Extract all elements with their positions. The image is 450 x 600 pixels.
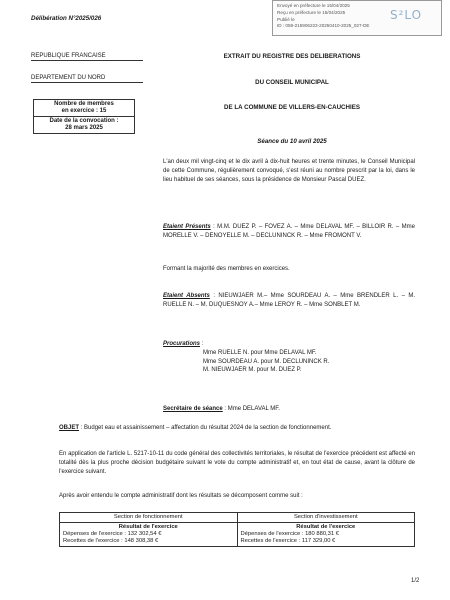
stamp-line-received: Reçu en préfecture le 15/04/2025	[277, 9, 346, 15]
majorite-paragraph: Formant la majorité des membres en exercices.	[163, 266, 290, 272]
absents-label: Etaient Absents	[163, 293, 210, 299]
presents-label: Etaient Présents	[163, 224, 211, 230]
members-value: en exercice : 15	[61, 108, 107, 114]
slo-logo: S²LO	[390, 8, 423, 22]
convocation-value: 28 mars 2025	[65, 125, 103, 131]
header-commune: DE LA COMMUNE DE VILLERS-EN-CAUCHIES	[224, 104, 360, 111]
procuration-item: Mme SOURDEAU A. pour M. DECLUNINCK R.	[203, 358, 330, 365]
objet-label: OBJET	[59, 425, 80, 431]
intro-paragraph: L'an deux mil vingt-cinq et le dix avril à dix-huit heures et trente minutes, le Conseil Municipal de cette Commune, régulièrement convoqué, s'est réuni au nombre prescrit par la loi, dans le lieu habituel de ses séances, sous la présidence de Monsieur Pascal DUEZ.	[163, 159, 415, 183]
procurations-label: Procurations	[163, 341, 201, 347]
secretaire-paragraph	[163, 405, 415, 414]
members-label: Nombre de membres	[54, 101, 114, 107]
convocation-cell	[34, 116, 134, 133]
members-cell	[34, 100, 134, 116]
departement-label: DEPARTEMENT DU NORD	[31, 75, 106, 81]
absents-text: : NIEUWJAER M.– Mme SOURDEAU A. – Mme BRENDLER L. – M. RUELLE N. – M. DUQUESNOY A.– Mme LEROY R. – Mme SONBLET M.	[163, 293, 415, 308]
deliberation-number: Délibération N°2025/026	[31, 15, 102, 22]
fonct-header: Section de fonctionnement	[60, 513, 238, 523]
secretaire-text: : Mme DELAVAL MF.	[222, 406, 280, 412]
divider	[31, 82, 143, 83]
presents-text: : M.M. DUEZ P. – FOVEZ A. – Mme DELAVAL MF. – BILLOIR R. – Mme MORELLE V. – DENOYELLE M. – DECLUNINCK R. – Mme FROMONT V.	[163, 224, 415, 239]
absents-paragraph	[163, 292, 415, 310]
seance-date: Séance du 10 avril 2025	[257, 138, 327, 145]
stamp-line-sent: Envoyé en préfecture le 15/04/2025	[277, 3, 350, 8]
fonct-depenses: Dépenses de l'exercice : 132 302,54 €	[63, 531, 162, 537]
table-row	[60, 513, 415, 523]
table-row	[60, 523, 415, 547]
secretaire-label: Secrétaire de séance	[163, 406, 223, 412]
objet-paragraph	[59, 424, 415, 433]
fonct-cell	[60, 523, 238, 547]
stamp-line-id: ID : 059-215906223-20250410-2025_027-DE	[277, 23, 370, 29]
results-table	[59, 512, 415, 547]
header-registre: EXTRAIT DU REGISTRE DES DELIBERATIONS	[223, 53, 361, 60]
fonct-recettes: Recettes de l'exercice : 148 308,38 €	[63, 538, 159, 544]
invest-header: Section d'investissement	[237, 513, 415, 523]
invest-result-label: Résultat de l'exercice	[296, 524, 356, 530]
stamp-line-published: Publié le	[277, 16, 295, 22]
republique-label: REPUBLIQUE FRANCAISE	[31, 53, 106, 59]
invest-cell	[237, 523, 415, 547]
apres-paragraph: Après avoir entendu le compte administratif dont les résultats se décomposent comme suit :	[59, 493, 303, 499]
objet-text: : Budget eau et assainissement – affectation du résultat 2024 de la section de fonctionnement.	[79, 425, 332, 431]
page-number: 1/2	[411, 578, 420, 584]
invest-depenses: Dépenses de l'exercice : 180 880,31 €	[240, 531, 339, 537]
header-conseil: DU CONSEIL MUNICIPAL	[255, 79, 329, 86]
invest-recettes: Recettes de l'exercice : 117 329,00 €	[240, 538, 336, 544]
divider	[31, 60, 143, 61]
application-paragraph: En application de l'article L. 5217-10-11 du code général des collectivités territoriales, le résultat de l'exercice précédent est affecté en totalité dès la plus proche décision budgétaire suivant le vote du compte administratif et, en tout état de cause, avant la clôture de l'exercice suivant.	[59, 451, 415, 475]
procuration-item: Mme RUELLE N. pour Mme DELAVAL MF.	[203, 349, 317, 356]
fonct-result-label: Résultat de l'exercice	[118, 524, 178, 530]
members-convocation-box	[33, 99, 135, 134]
presents-paragraph	[163, 223, 415, 241]
convocation-label: Date de la convocation :	[49, 118, 119, 124]
procuration-item: M. NIEUWJAER M. pour M. DUEZ P.	[203, 367, 302, 374]
procurations-section: Procurations : Mme RUELLE N. pour Mme DELAVAL MF. Mme SOURDEAU A. pour M. DECLUNINCK R. M. NIEUWJAER M. pour M. DUEZ P.	[163, 340, 415, 375]
left-header	[31, 53, 143, 97]
